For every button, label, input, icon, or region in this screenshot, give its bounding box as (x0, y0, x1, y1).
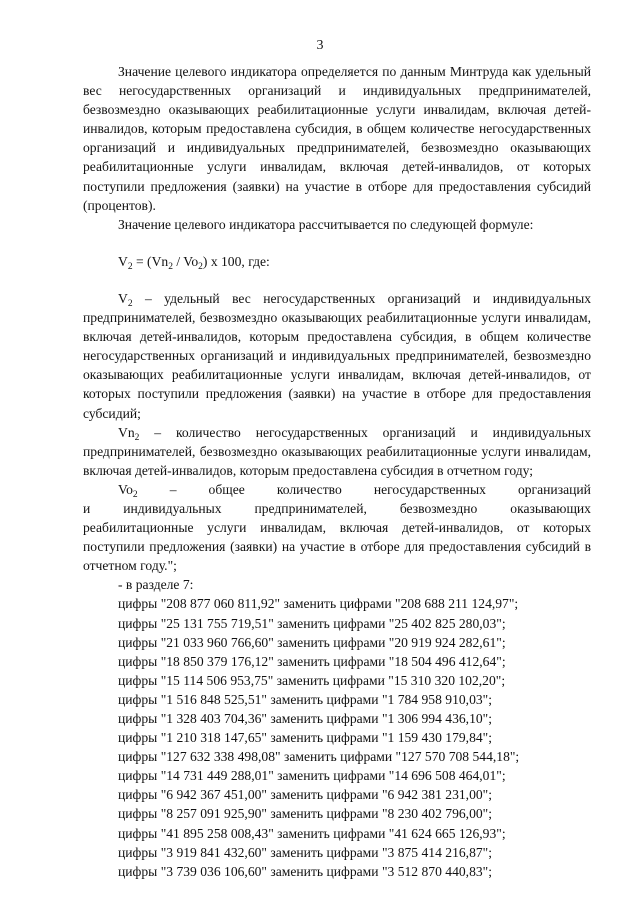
section-heading: - в разделе 7: (118, 577, 194, 593)
replacement-item: цифры "1 328 403 704,36" заменить цифрами "1 306 994 436,10"; (118, 711, 492, 726)
definition-vo2-line2: и индивидуальных предпринимателей, безвозмездно оказывающих (83, 500, 591, 516)
document-body (83, 62, 591, 881)
replacement-item: цифры "15 114 506 953,75" заменить цифрами "15 310 320 102,20"; (118, 672, 506, 688)
replacement-item: цифры "25 131 755 719,51" заменить цифрами "25 402 825 280,03"; (118, 615, 506, 631)
replacement-item: цифры "14 731 449 288,01" заменить цифрами "14 696 508 464,01"; (118, 768, 506, 784)
replacement-item: цифры "3 739 036 106,60" заменить цифрами "3 512 870 440,83"; (118, 863, 492, 879)
definition-vo2-line1: $Vo_2$ – общее количество негосударственных организаций (118, 481, 591, 500)
paragraph-indicator-definition: Значение целевого индикатора определяется по данным Минтруда как удельный вес негосударственных организаций и индивидуальных предпринимателей, безвозмездно оказывающих реабилитационные услуги инвалидам, включая детей-инвалидов, которым предоставлена субсидия, в общем количестве негосударственных организаций и индивидуальных предпринимателей, безвозмездно оказывающих реабилитационные услуги инвалидам, включая детей-инвалидов, от которых поступили предложения (заявки) на участие в отборе для предоставления субсидий (процентов). (83, 64, 591, 213)
replacement-list (83, 594, 591, 880)
definition-vo2 (83, 480, 591, 575)
replacement-item: цифры "127 632 338 498,08" заменить цифрами "127 570 708 544,18"; (118, 749, 520, 765)
definition-v2: $V_2$ – удельный вес негосударственных организаций и индивидуальных предпринимателей, безвозмездно оказывающих реабилитационные услуги инвалидам, включая детей-инвалидов, которым предоставлена субсидия, в общем количестве негосударственных организаций и индивидуальных предпринимателей, безвозмездно оказывающих реабилитационные услуги инвалидам, включая детей-инвалидов, от которых поступили предложения (заявки) на участие в отборе для предоставления субсидий; (83, 290, 591, 421)
formula: $V_2 = (Vn_2 / Vo_2)$ x 100, где: (118, 253, 270, 272)
replacement-item: цифры "8 257 091 925,90" заменить цифрами "8 230 402 796,00"; (118, 806, 492, 822)
replacement-item: цифры "18 850 379 176,12" заменить цифрами "18 504 496 412,64"; (118, 653, 506, 669)
replacement-item: цифры "1 210 318 147,65" заменить цифрами "1 159 430 179,84"; (118, 730, 492, 746)
paragraph-formula-intro: Значение целевого индикатора рассчитывается по следующей формуле: (118, 216, 534, 232)
replacement-item: цифры "21 033 960 766,60" заменить цифрами "20 919 924 282,61"; (118, 634, 506, 650)
replacement-item: цифры "6 942 367 451,00" заменить цифрами "6 942 381 231,00"; (118, 787, 492, 803)
definition-vn2: $Vn_2$ – количество негосударственных организаций и индивидуальных предпринимателей, безвозмездно оказывающих реабилитационные услуги инвалидам, включая детей-инвалидов, которым предоставлена субсидия в отчетном году; (83, 424, 591, 478)
definition-vo2-rest: реабилитационные услуги инвалидам, включая детей-инвалидов, от которых поступили предложения (заявки) на участие в отборе для предоставления субсидий в отчетном году."; (83, 520, 591, 574)
replacement-item: цифры "208 877 060 811,92" заменить цифрами "208 688 211 124,97"; (118, 596, 519, 612)
replacement-item: цифры "3 919 841 432,60" заменить цифрами "3 875 414 216,87"; (118, 844, 492, 860)
replacement-item: цифры "41 895 258 008,43" заменить цифрами "41 624 665 126,93"; (118, 825, 506, 841)
replacement-item: цифры "1 516 848 525,51" заменить цифрами "1 784 958 910,03"; (118, 691, 492, 707)
page-number: 3 (316, 38, 324, 53)
